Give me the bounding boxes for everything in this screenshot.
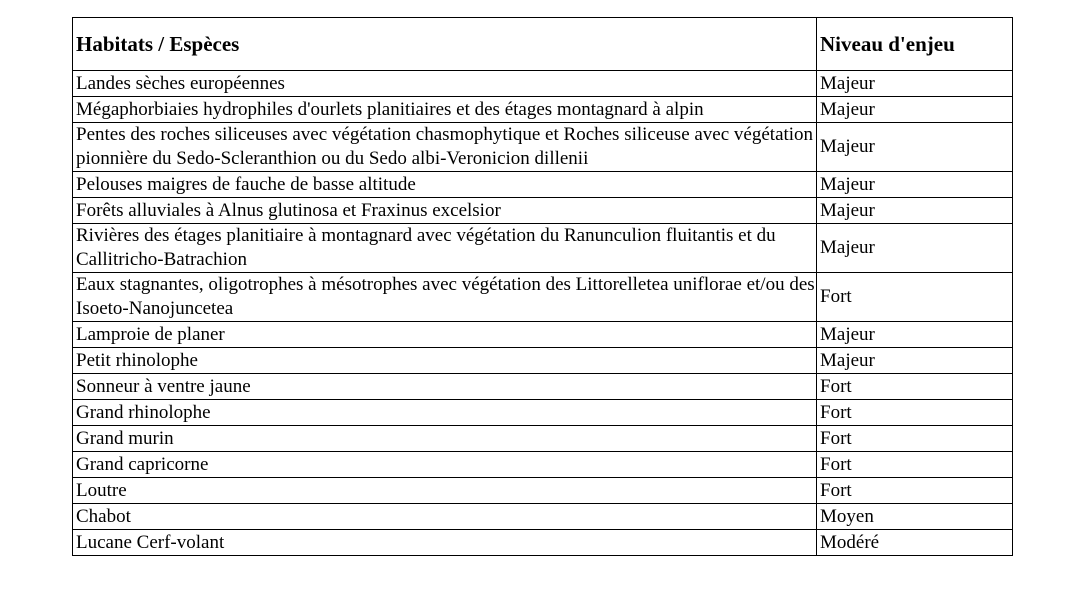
table-row — [73, 452, 1013, 478]
stake-level-cell: Fort — [817, 273, 1013, 322]
habitat-species-cell: Chabot — [73, 504, 817, 530]
header-habitats-species: Habitats / Espèces — [73, 18, 817, 71]
stake-level-cell: Fort — [817, 400, 1013, 426]
table-row — [73, 224, 1013, 273]
table-row — [73, 198, 1013, 224]
stake-level-cell: Fort — [817, 452, 1013, 478]
table-row — [73, 530, 1013, 556]
stake-level-cell: Majeur — [817, 322, 1013, 348]
table-row — [73, 123, 1013, 172]
stake-level-cell: Moyen — [817, 504, 1013, 530]
stake-level-cell: Majeur — [817, 123, 1013, 172]
table-row — [73, 400, 1013, 426]
habitat-species-cell: Grand murin — [73, 426, 817, 452]
table-row — [73, 478, 1013, 504]
habitat-species-cell: Sonneur à ventre jaune — [73, 374, 817, 400]
habitat-species-cell: Lucane Cerf-volant — [73, 530, 817, 556]
stake-level-cell: Modéré — [817, 530, 1013, 556]
habitats-species-table — [72, 17, 1013, 556]
habitat-species-cell: Grand capricorne — [73, 452, 817, 478]
table-row — [73, 97, 1013, 123]
table-row — [73, 426, 1013, 452]
table-row — [73, 322, 1013, 348]
table-row — [73, 172, 1013, 198]
habitat-species-cell: Forêts alluviales à Alnus glutinosa et Fraxinus excelsior — [73, 198, 817, 224]
table-row — [73, 71, 1013, 97]
habitat-species-cell: Loutre — [73, 478, 817, 504]
stake-level-cell: Fort — [817, 374, 1013, 400]
stake-level-cell: Majeur — [817, 224, 1013, 273]
habitat-species-cell: Rivières des étages planitiaire à montagnard avec végétation du Ranunculion fluitantis et du Callitricho-Batrachion — [73, 224, 817, 273]
habitat-species-cell: Pentes des roches siliceuses avec végétation chasmophytique et Roches siliceuse avec végétation pionnière du Sedo-Scleranthion ou du Sedo albi-Veronicion dillenii — [73, 123, 817, 172]
habitat-species-cell: Lamproie de planer — [73, 322, 817, 348]
habitat-species-cell: Eaux stagnantes, oligotrophes à mésotrophes avec végétation des Littorelletea uniflorae et/ou des Isoeto-Nanojuncetea — [73, 273, 817, 322]
habitat-species-cell: Pelouses maigres de fauche de basse altitude — [73, 172, 817, 198]
table-row — [73, 374, 1013, 400]
stake-level-cell: Majeur — [817, 348, 1013, 374]
table-header-row — [73, 18, 1013, 71]
stake-level-cell: Majeur — [817, 97, 1013, 123]
habitat-species-cell: Landes sèches européennes — [73, 71, 817, 97]
stake-level-cell: Majeur — [817, 71, 1013, 97]
header-stake-level: Niveau d'enjeu — [817, 18, 1013, 71]
table-row — [73, 504, 1013, 530]
table-row — [73, 348, 1013, 374]
habitat-species-cell: Grand rhinolophe — [73, 400, 817, 426]
table-row — [73, 273, 1013, 322]
habitat-species-cell: Mégaphorbiaies hydrophiles d'ourlets planitiaires et des étages montagnard à alpin — [73, 97, 817, 123]
stake-level-cell: Fort — [817, 478, 1013, 504]
stake-level-cell: Majeur — [817, 198, 1013, 224]
stake-level-cell: Fort — [817, 426, 1013, 452]
stake-level-cell: Majeur — [817, 172, 1013, 198]
habitat-species-cell: Petit rhinolophe — [73, 348, 817, 374]
